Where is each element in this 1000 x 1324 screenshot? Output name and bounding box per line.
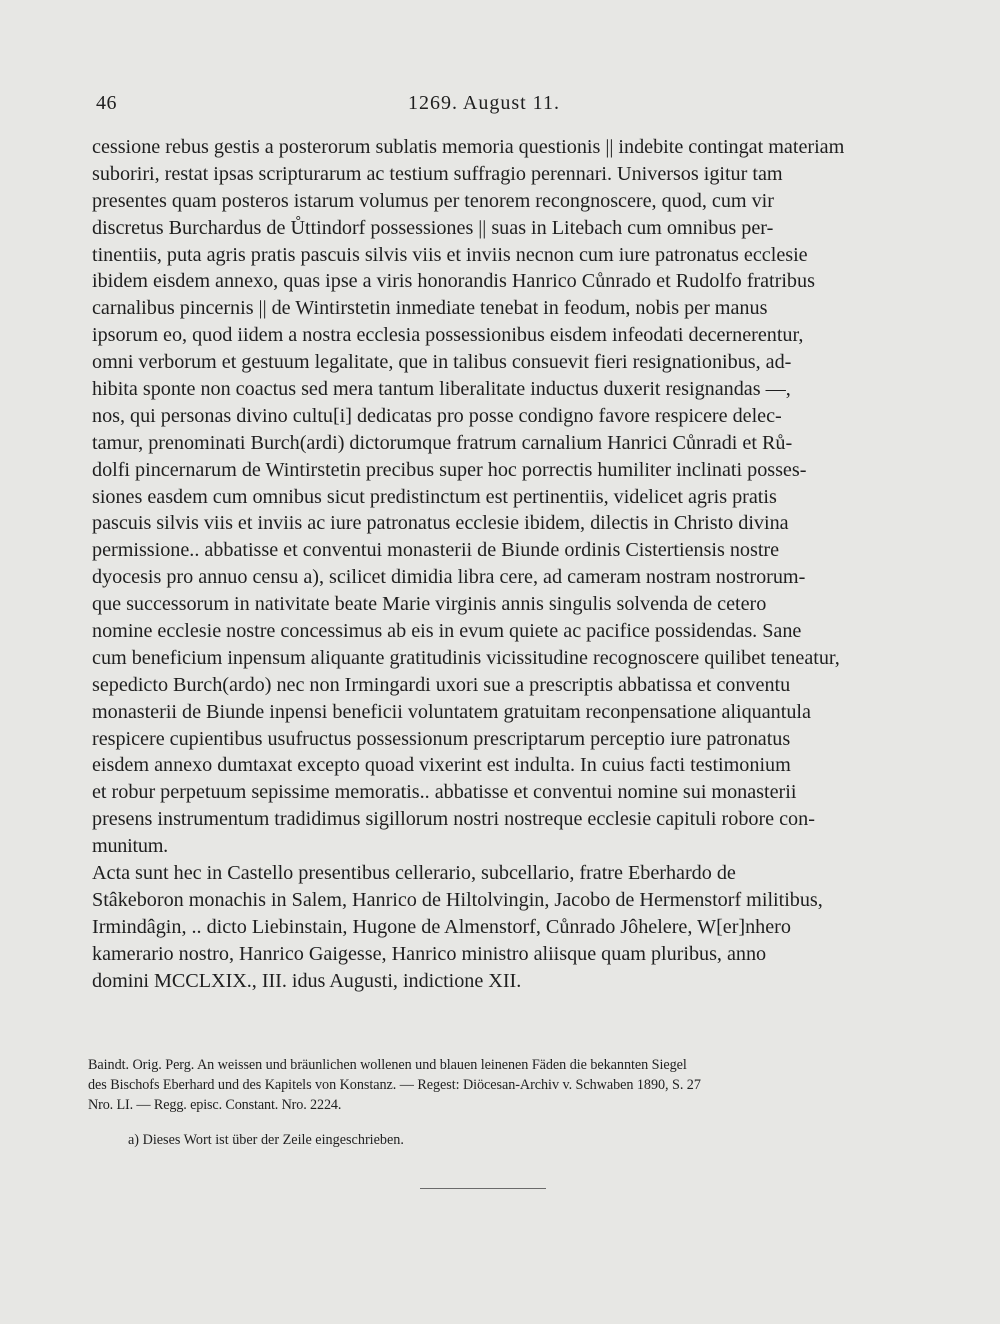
text-line: ipsorum eo, quod iidem a nostra ecclesia possessionibus eisdem infeodati decernerentur, [92, 324, 804, 347]
text-line: nomine ecclesie nostre concessimus ab eis in evum quiete ac pacifice possidendas. Sane [92, 620, 802, 643]
text-line: tinentiis, puta agris pratis pascuis silvis viis et inviis necnon cum iure patronatus ecclesie [92, 243, 808, 266]
source-notes [88, 1055, 900, 1115]
text-line: monasterii de Biunde inpensi beneficii voluntatem gratuitam reconpensatione aliquantula [92, 700, 811, 723]
text-line: siones easdem cum omnibus sicut predistinctum est pertinentiis, videlicet agris pratis [92, 485, 777, 508]
text-line: Irmindâgin, .. dicto Liebinstain, Hugone de Almenstorf, Cůnrado Jôhelere, W[er]nhero [92, 915, 791, 938]
closing-rule [420, 1188, 546, 1189]
text-line: cum beneficium inpensum aliquante gratitudinis vicissitudine recognoscere quilibet teneatur, [92, 646, 840, 669]
text-line: cessione rebus gestis a posterorum sublatis memoria questionis || indebite contingat materiam [92, 136, 845, 158]
text-line: dolfi pincernarum de Wintirstetin precibus super hoc porrectis humiliter inclinati posses- [92, 458, 807, 481]
text-line: Stâkeboron monachis in Salem, Hanrico de Hiltolvingin, Jacobo de Hermenstorf militibus, [92, 888, 823, 911]
text-line: munitum. [92, 835, 168, 858]
text-line: tamur, prenominati Burch(ardi) dictorumque fratrum carnalium Hanrici Cůnradi et Rů- [92, 431, 793, 454]
charter-text [92, 134, 900, 995]
running-title: 1269. August 11. [408, 92, 560, 114]
text-line: kamerario nostro, Hanrico Gaigesse, Hanrico ministro aliisque quam pluribus, anno [92, 942, 767, 965]
text-line: discretus Burchardus de Ůttindorf possessiones || suas in Litebach cum omnibus per- [92, 216, 774, 239]
text-line: pascuis silvis viis et inviis ac iure patronatus ecclesie ibidem, dilectis in Christo divina [92, 512, 789, 535]
text-line: respicere cupientibus usufructus possessionum prescriptarum perceptio iure patronatus [92, 727, 791, 750]
text-line: ibidem eisdem annexo, quas ipse a viris honorandis Hanrico Cůnrado et Rudolfo fratribus [92, 270, 815, 293]
text-line: permissione.. abbatisse et conventui monasterii de Biunde ordinis Cistertiensis nostre [92, 539, 780, 562]
page-number: 46 [96, 92, 117, 114]
source-note-line: des Bischofs Eberhard und des Kapitels von Konstanz. — Regest: Diöcesan-Archiv v. Schwaben 1890, S. 27 [88, 1077, 701, 1093]
text-line: que successorum in nativitate beate Marie virginis annis singulis solvenda de cetero [92, 593, 767, 616]
text-line: presens instrumentum tradidimus sigillorum nostri nostreque ecclesie capituli robore con- [92, 808, 815, 831]
footnote-a: a) Dieses Wort ist über der Zeile eingeschrieben. [128, 1132, 404, 1148]
source-note-line: Nro. LI. — Regg. episc. Constant. Nro. 2224. [88, 1097, 342, 1113]
text-line: hibita sponte non coactus sed mera tantum liberalitate inductus duxerit resignandas —, [92, 378, 791, 401]
text-line: presentes quam posteros istarum volumus per tenorem recongnoscere, quod, cum vir [92, 189, 774, 212]
page-header [96, 92, 896, 120]
source-note-line: Baindt. Orig. Perg. An weissen und bräunlichen wollenen und blauen leinenen Fäden die bekannten Siegel [88, 1057, 687, 1073]
text-line: nos, qui personas divino cultu[i] dedicatas pro posse condigno favore respicere delec- [92, 404, 782, 427]
text-line: carnalibus pincernis || de Wintirstetin inmediate tenebat in feodum, nobis per manus [92, 297, 768, 320]
text-line: dyocesis pro annuo censu a), scilicet dimidia libra cere, ad cameram nostram nostrorum- [92, 566, 806, 589]
text-line: suboriri, restat ipsas scripturarum ac testium suffragio perennari. Universos igitur tam [92, 162, 783, 185]
text-line: et robur perpetuum sepissime memoratis.. abbatisse et conventui nomine sui monasterii [92, 781, 797, 804]
text-line: sepedicto Burch(ardo) nec non Irmingardi uxori sue a prescriptis abbatissa et conventu [92, 673, 791, 696]
text-line: eisdem annexo dumtaxat excepto quoad vixerint est indulta. In cuius facti testimonium [92, 754, 791, 777]
text-line: Acta sunt hec in Castello presentibus cellerario, subcellario, fratre Eberhardo de [92, 862, 736, 885]
text-line: domini MCCLXIX., III. idus Augusti, indictione XII. [92, 969, 522, 992]
text-line: omni verborum et gestuum legalitate, que in talibus consuevit fieri resignationibus, ad- [92, 351, 792, 374]
